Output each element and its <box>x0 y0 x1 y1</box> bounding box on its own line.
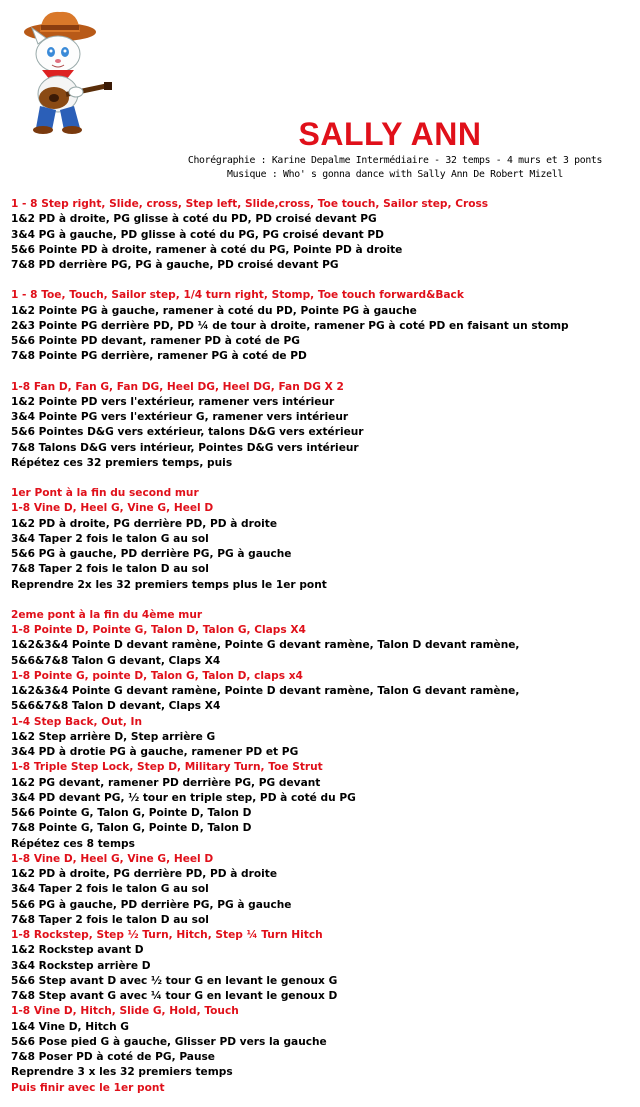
music-credit: Musique : Who' s gonna dance with Sally Ann De Robert Mizell <box>227 169 563 180</box>
section-gap <box>11 365 631 380</box>
step-line: Répétez ces 32 premiers temps, puis <box>11 456 233 469</box>
section-heading: 1-4 Step Back, Out, In <box>11 715 143 728</box>
step-line: 1&2 PD à droite, PG glisse à coté du PD, PD croisé devant PG <box>11 213 377 226</box>
section-heading: 1 - 8 Step right, Slide, cross, Step left, Slide,cross, Toe touch, Sailor step, Cross <box>11 198 489 210</box>
step-line: 3&4 PD à drotie PG à gauche, ramener PD et PG <box>11 746 299 758</box>
section-gap <box>11 273 631 288</box>
step-line: 7&8 Talons D&G vers intérieur, Pointes D&G vers intérieur <box>11 441 359 454</box>
step-line: 1&2 Pointe PD vers l'extérieur, ramener vers intérieur <box>11 395 335 408</box>
step-line: 5&6 PG à gauche, PD derrière PG, PG à gauche <box>11 898 292 911</box>
step-line: 7&8 Taper 2 fois le talon D au sol <box>11 563 209 576</box>
step-line: 5&6&7&8 Talon G devant, Claps X4 <box>11 654 221 667</box>
step-line: 5&6 Pointe PD à droite, ramener à coté du PG, Pointe PD à droite <box>11 243 403 256</box>
step-line: 1&2&3&4 Pointe G devant ramène, Pointe D devant ramène, Talon G devant ramène, <box>11 685 520 697</box>
step-line: 5&6 PG à gauche, PD derrière PG, PG à gauche <box>11 548 292 560</box>
section-heading: 1-8 Fan D, Fan G, Fan DG, Heel DG, Heel DG, Fan DG X 2 <box>11 380 344 393</box>
section-heading: 1er Pont à la fin du second mur <box>11 487 199 499</box>
step-line: 7&8 Taper 2 fois le talon D au sol <box>11 913 209 926</box>
step-line: 1&4 Vine D, Hitch G <box>11 1020 130 1033</box>
step-line: 1&2 Step arrière D, Step arrière G <box>11 730 216 743</box>
step-line: 1&2&3&4 Pointe D devant ramène, Pointe G devant ramène, Talon D devant ramène, <box>11 639 520 652</box>
section-heading: 1-8 Pointe D, Pointe G, Talon D, Talon G, Claps X4 <box>11 624 306 636</box>
step-line: Reprendre 2x les 32 premiers temps plus le 1er pont <box>11 578 327 591</box>
section-gap <box>11 593 631 608</box>
step-line: 1&2 PG devant, ramener PD derrière PG, PG devant <box>11 776 321 789</box>
step-line: 5&6 Pointe G, Talon G, Pointe D, Talon D <box>11 807 252 819</box>
step-sheet <box>11 197 631 1096</box>
step-line: 3&4 PG à gauche, PD glisse à coté du PG, PG croisé devant PD <box>11 228 384 241</box>
section-heading: 1-8 Triple Step Lock, Step D, Military Turn, Toe Strut <box>11 761 323 774</box>
step-line: 5&6&7&8 Talon D devant, Claps X4 <box>11 700 221 713</box>
step-line: 5&6 Pointe PD devant, ramener PD à coté de PG <box>11 335 300 347</box>
step-line: 3&4 PD devant PG, ½ tour en triple step, PD à coté du PG <box>11 791 356 804</box>
step-line: 1&2 Pointe PG à gauche, ramener à coté du PD, Pointe PG à gauche <box>11 304 417 317</box>
section-heading: 1-8 Vine D, Hitch, Slide G, Hold, Touch <box>11 1005 239 1018</box>
step-line: 5&6 Pointes D&G vers extérieur, talons D&G vers extérieur <box>11 426 364 439</box>
section-heading: Puis finir avec le 1er pont <box>11 1081 165 1094</box>
section-heading: 1-8 Rockstep, Step ½ Turn, Hitch, Step ¼ Turn Hitch <box>11 929 323 941</box>
step-line: Reprendre 3 x les 32 premiers temps <box>11 1066 233 1079</box>
step-line: 7&8 Step avant G avec ¼ tour G en levant le genoux D <box>11 990 338 1002</box>
page-title: SALLY ANN <box>298 116 482 152</box>
section-heading: 2eme pont à la fin du 4ème mur <box>11 608 203 621</box>
section-heading: 1 - 8 Toe, Touch, Sailor step, 1/4 turn right, Stomp, Toe touch forward&Back <box>11 289 464 302</box>
step-line: 7&8 Poser PD à coté de PG, Pause <box>11 1051 215 1063</box>
step-line: 5&6 Step avant D avec ½ tour G en levant le genoux G <box>11 974 338 987</box>
section-heading: 1-8 Vine D, Heel G, Vine G, Heel D <box>11 502 214 515</box>
step-line: 3&4 Pointe PG vers l'extérieur G, ramener vers intérieur <box>11 411 349 423</box>
step-line: 7&8 PD derrière PG, PG à gauche, PD croisé devant PG <box>11 259 339 271</box>
choreography-credit: Chorégraphie : Karine Depalme Intermédiaire - 32 temps - 4 murs et 3 ponts <box>187 155 603 166</box>
cowboy-cat-guitar-icon <box>10 6 120 136</box>
step-line: 3&4 Rockstep arrière D <box>11 959 151 972</box>
section-heading: 1-8 Pointe G, pointe D, Talon G, Talon D, claps x4 <box>11 669 303 682</box>
section-heading: 1-8 Vine D, Heel G, Vine G, Heel D <box>11 852 214 865</box>
step-line: 1&2 Rockstep avant D <box>11 944 144 957</box>
step-line: 3&4 Taper 2 fois le talon G au sol <box>11 883 209 896</box>
step-line: 1&2 PD à droite, PG derrière PD, PD à droite <box>11 868 278 880</box>
step-line: 3&4 Taper 2 fois le talon G au sol <box>11 532 209 545</box>
step-line: 7&8 Pointe G, Talon G, Pointe D, Talon D <box>11 822 252 835</box>
step-line: 7&8 Pointe PG derrière, ramener PG à coté de PD <box>11 350 307 363</box>
step-line: 2&3 Pointe PG derrière PD, PD ¼ de tour à droite, ramener PG à coté PD en faisant un stomp <box>11 319 569 332</box>
section-gap <box>11 471 631 486</box>
step-line: 5&6 Pose pied G à gauche, Glisser PD vers la gauche <box>11 1035 327 1048</box>
step-line: 1&2 PD à droite, PG derrière PD, PD à droite <box>11 517 278 530</box>
step-line: Répétez ces 8 temps <box>11 837 135 850</box>
